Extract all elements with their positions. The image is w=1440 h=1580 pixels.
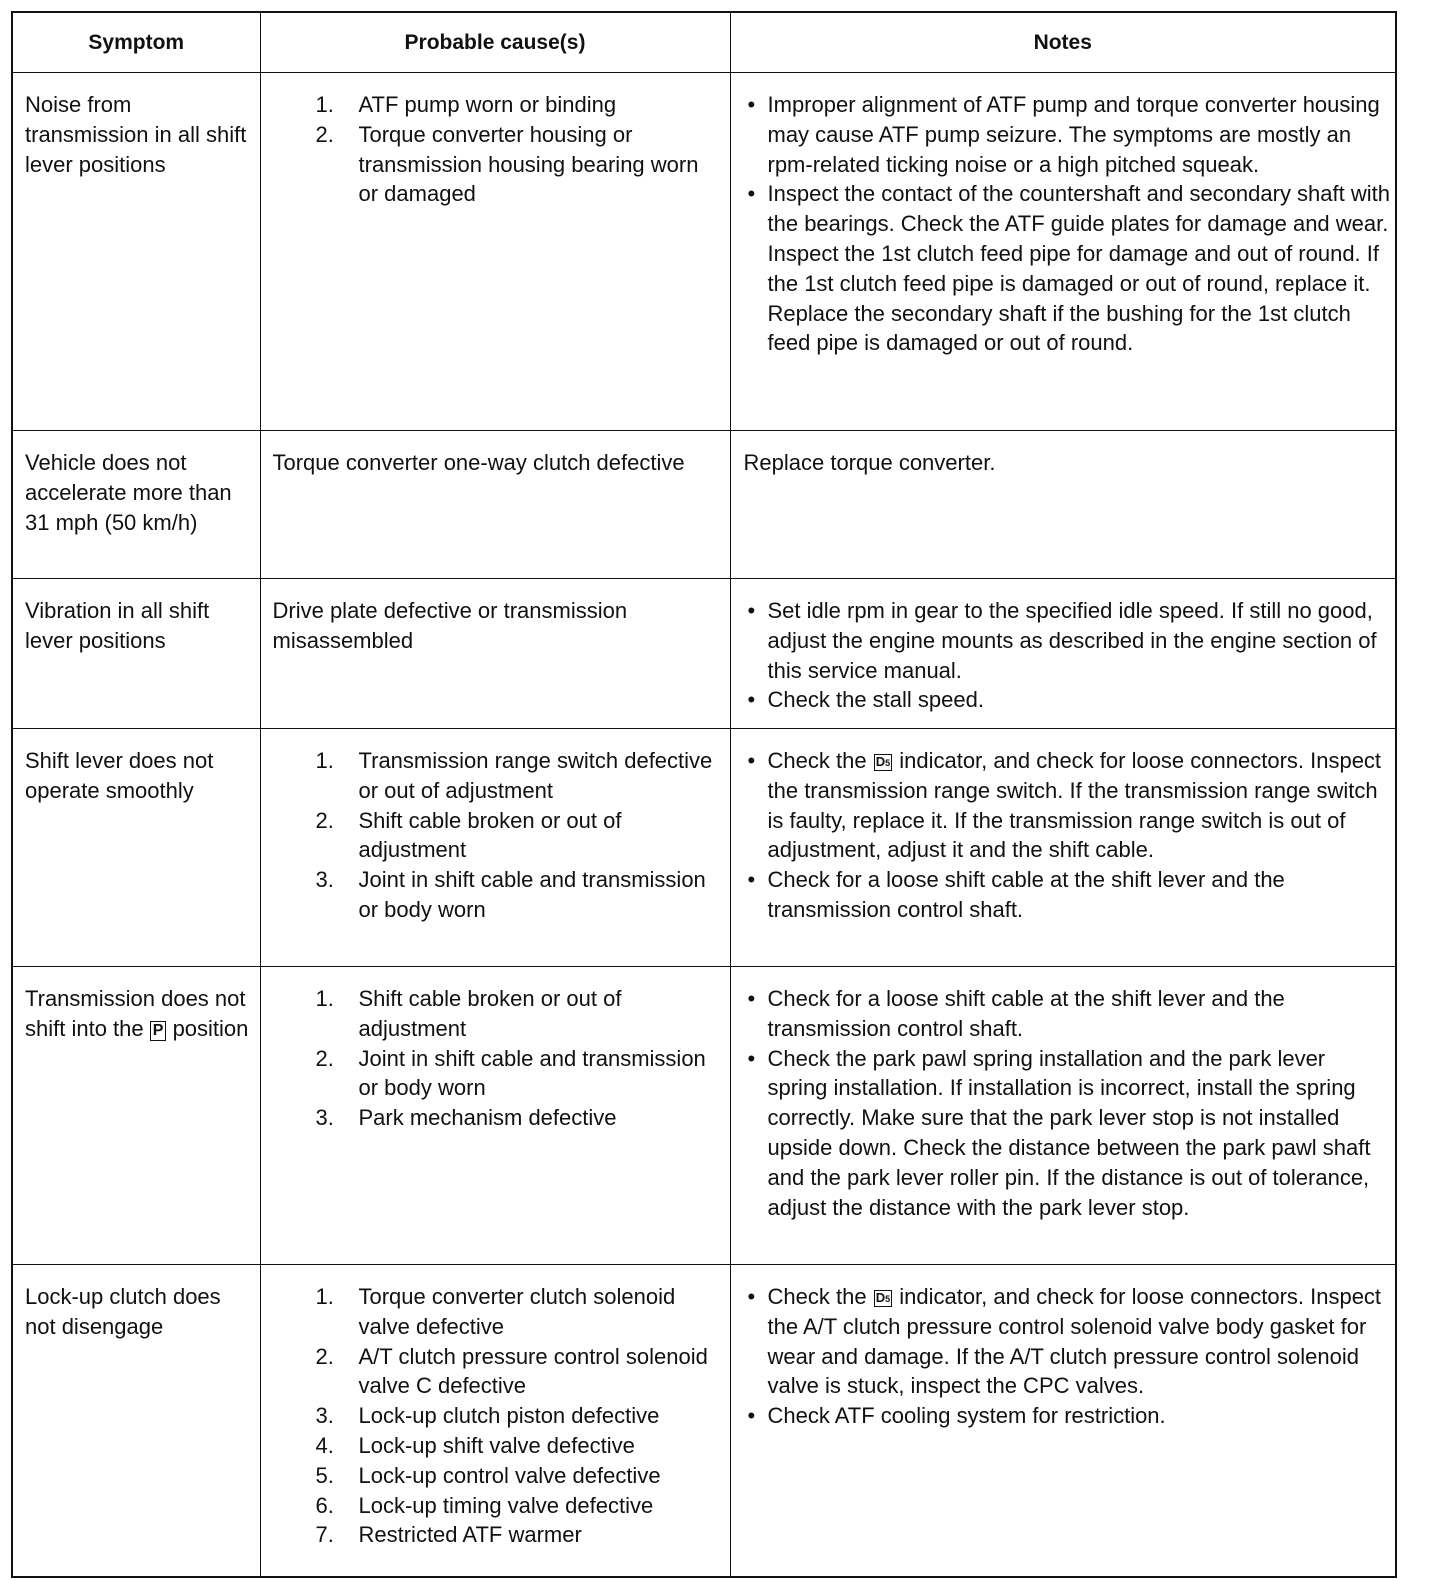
cause-item bbox=[316, 1044, 722, 1104]
cause-item bbox=[316, 984, 722, 1044]
notes-list bbox=[744, 596, 1392, 715]
cause-text: Drive plate defective or transmission misassembled bbox=[272, 598, 628, 653]
cause-number: 3. bbox=[315, 1105, 334, 1131]
d5-indicator-icon: D5 bbox=[875, 754, 891, 769]
symptom-cell bbox=[13, 1265, 260, 1577]
cause-list bbox=[273, 90, 722, 209]
note-text: Improper alignment of ATF pump and torque converter housing may cause ATF pump seizure. The symptoms are mostly an rpm-related ticking noise or a high pitched squeak. bbox=[767, 92, 1380, 177]
cause-item-text: A/T clutch pressure control solenoid valve C defective bbox=[358, 1343, 708, 1399]
notes-cell bbox=[730, 967, 1395, 1265]
symptom-cell bbox=[13, 73, 260, 431]
notes-cell bbox=[730, 1265, 1395, 1577]
notes-list bbox=[744, 1282, 1392, 1431]
cause-item bbox=[316, 1342, 722, 1402]
note-text-post: indicator, and check for loose connectors. Inspect the A/T clutch pressure control solenoid valve body gasket for wear and damage. If the A/T clutch pressure control solenoid valve is stuck, inspect the CPC valves. bbox=[767, 1284, 1382, 1399]
note-item bbox=[744, 865, 1392, 925]
symptom-text: Noise from transmission in all shift lever positions bbox=[25, 92, 247, 177]
probable-cause-cell bbox=[260, 729, 730, 967]
probable-cause-cell bbox=[260, 73, 730, 431]
cause-number: 2. bbox=[315, 807, 334, 833]
cause-item bbox=[316, 1461, 722, 1491]
note-text: Check for a loose shift cable at the shift lever and the transmission control shaft. bbox=[767, 867, 1285, 922]
cause-text: Torque converter one-way clutch defective bbox=[272, 450, 685, 475]
notes-text: Replace torque converter. bbox=[743, 450, 996, 475]
cause-item bbox=[316, 1491, 722, 1521]
probable-cause-cell bbox=[260, 1265, 730, 1577]
table-row bbox=[13, 729, 1395, 967]
probable-cause-cell bbox=[260, 431, 730, 579]
cause-item-text: Lock-up clutch piston defective bbox=[358, 1403, 660, 1429]
cause-item bbox=[316, 1431, 722, 1461]
troubleshooting-sheet bbox=[11, 11, 1397, 1578]
note-item bbox=[744, 1044, 1392, 1223]
bullet-icon: • bbox=[747, 1045, 756, 1071]
bullet-icon: • bbox=[747, 687, 756, 713]
symptom-text: Lock-up clutch does not disengage bbox=[25, 1284, 221, 1339]
notes-cell bbox=[730, 729, 1395, 967]
symptom-cell bbox=[13, 967, 260, 1265]
cause-list bbox=[273, 746, 722, 925]
cause-item-text: Restricted ATF warmer bbox=[358, 1522, 582, 1548]
cause-item-text: Lock-up control valve defective bbox=[358, 1462, 661, 1488]
bullet-icon: • bbox=[747, 986, 756, 1011]
note-text: Check the stall speed. bbox=[767, 687, 984, 713]
cause-list bbox=[273, 984, 722, 1133]
note-item bbox=[744, 90, 1392, 179]
cause-item-text: Lock-up shift valve defective bbox=[358, 1432, 635, 1458]
cause-number: 3. bbox=[315, 1403, 334, 1429]
cause-item-text: ATF pump worn or binding bbox=[358, 92, 617, 117]
notes-cell bbox=[730, 431, 1395, 579]
notes-list bbox=[744, 984, 1392, 1222]
header-symptom: Symptom bbox=[13, 13, 260, 73]
note-text: Check the bbox=[767, 1284, 867, 1309]
notes-list bbox=[744, 746, 1392, 925]
cause-item-text: Joint in shift cable and transmission or body worn bbox=[358, 1045, 706, 1101]
cause-number: 2. bbox=[315, 121, 334, 147]
bullet-icon: • bbox=[747, 748, 756, 773]
cause-number: 1. bbox=[315, 748, 334, 773]
symptom-text: Vehicle does not accelerate more than 31 mph (50 km/h) bbox=[25, 450, 232, 535]
note-item bbox=[744, 596, 1392, 685]
cause-item-text: Shift cable broken or out of adjustment bbox=[358, 807, 622, 863]
bullet-icon: • bbox=[747, 598, 756, 623]
note-item bbox=[744, 1401, 1392, 1431]
note-item bbox=[744, 179, 1392, 358]
cause-item bbox=[316, 90, 722, 120]
note-text: Check the bbox=[767, 748, 867, 773]
cause-number: 3. bbox=[315, 867, 334, 893]
bullet-icon: • bbox=[747, 92, 756, 117]
cause-number: 7. bbox=[315, 1522, 334, 1548]
notes-cell bbox=[730, 579, 1395, 729]
bullet-icon: • bbox=[747, 1403, 756, 1429]
cause-item bbox=[316, 746, 722, 806]
note-text: Check for a loose shift cable at the shift lever and the transmission control shaft. bbox=[767, 986, 1285, 1041]
note-item bbox=[744, 984, 1392, 1044]
probable-cause-cell bbox=[260, 579, 730, 729]
note-text: Check the park pawl spring installation and the park lever spring installation. If installation is incorrect, install the spring correctly. Make sure that the park lever stop is not installed upside down. Check the distance between the park pawl shaft and the park lever roller pin. If the distance is out of tolerance, adjust the distance with the park lever stop. bbox=[767, 1045, 1371, 1220]
cause-number: 1. bbox=[315, 1284, 334, 1309]
cause-item bbox=[316, 865, 722, 925]
cause-item-text: Lock-up timing valve defective bbox=[358, 1492, 654, 1518]
park-position-icon: P bbox=[150, 1021, 167, 1041]
cause-item-text: Transmission range switch defective or out of adjustment bbox=[358, 748, 713, 803]
cause-item-text: Joint in shift cable and transmission or body worn bbox=[358, 867, 706, 922]
table-row bbox=[13, 579, 1395, 729]
notes-list bbox=[744, 90, 1392, 358]
d5-indicator-icon: D5 bbox=[875, 1290, 891, 1305]
notes-cell bbox=[730, 73, 1395, 431]
cause-item-text: Torque converter clutch solenoid valve defective bbox=[358, 1284, 676, 1339]
cause-item-text: Shift cable broken or out of adjustment bbox=[358, 986, 622, 1041]
symptom-text: Vibration in all shift lever positions bbox=[25, 598, 210, 653]
note-text: Check ATF cooling system for restriction. bbox=[767, 1403, 1166, 1429]
cause-number: 6. bbox=[315, 1492, 334, 1518]
cause-item bbox=[316, 806, 722, 866]
cause-item bbox=[316, 1103, 722, 1133]
note-item bbox=[744, 685, 1392, 715]
cause-item bbox=[316, 1401, 722, 1431]
cause-item bbox=[316, 120, 722, 209]
header-notes: Notes bbox=[730, 13, 1395, 73]
note-text-post: indicator, and check for loose connectors. Inspect the transmission range switch. If the transmission range switch is faulty, replace it. If the transmission range switch is out of adjustment, adjust it and the shift cable. bbox=[767, 748, 1382, 863]
cause-number: 2. bbox=[315, 1343, 334, 1369]
header-row bbox=[13, 13, 1395, 73]
table-row bbox=[13, 73, 1395, 431]
symptom-cell bbox=[13, 579, 260, 729]
cause-item bbox=[316, 1282, 722, 1342]
bullet-icon: • bbox=[747, 867, 756, 893]
cause-number: 5. bbox=[315, 1462, 334, 1488]
cause-number: 4. bbox=[315, 1432, 334, 1458]
cause-item-text: Torque converter housing or transmission housing bearing worn or damaged bbox=[358, 121, 699, 207]
note-item bbox=[744, 746, 1392, 865]
note-text: Inspect the contact of the countershaft and secondary shaft with the bearings. Check the ATF guide plates for damage and wear. Inspect the 1st clutch feed pipe for damage and out of round. If the 1st clutch feed pipe is damaged or out of round, replace it. Replace the secondary shaft if the bushing for the 1st clutch feed pipe is damaged or out of round. bbox=[767, 181, 1390, 356]
bullet-icon: • bbox=[747, 181, 756, 207]
cause-item bbox=[316, 1520, 722, 1550]
troubleshooting-table bbox=[13, 13, 1395, 1576]
note-item bbox=[744, 1282, 1392, 1401]
note-text: Set idle rpm in gear to the specified idle speed. If still no good, adjust the engine mounts as described in the engine section of this service manual. bbox=[767, 598, 1377, 683]
table-row bbox=[13, 1265, 1395, 1577]
symptom-text: Transmission does not shift into the bbox=[25, 986, 246, 1041]
cause-number: 1. bbox=[315, 986, 334, 1011]
table-row bbox=[13, 967, 1395, 1265]
cause-item-text: Park mechanism defective bbox=[358, 1105, 617, 1131]
symptom-text-post: position bbox=[172, 1015, 249, 1041]
cause-number: 1. bbox=[315, 92, 334, 117]
cause-number: 2. bbox=[315, 1045, 334, 1071]
cause-list bbox=[273, 1282, 722, 1550]
symptom-cell bbox=[13, 431, 260, 579]
bullet-icon: • bbox=[747, 1284, 756, 1309]
header-probable-cause: Probable cause(s) bbox=[260, 13, 730, 73]
table-row bbox=[13, 431, 1395, 579]
symptom-text: Shift lever does not operate smoothly bbox=[25, 748, 214, 803]
symptom-cell bbox=[13, 729, 260, 967]
probable-cause-cell bbox=[260, 967, 730, 1265]
